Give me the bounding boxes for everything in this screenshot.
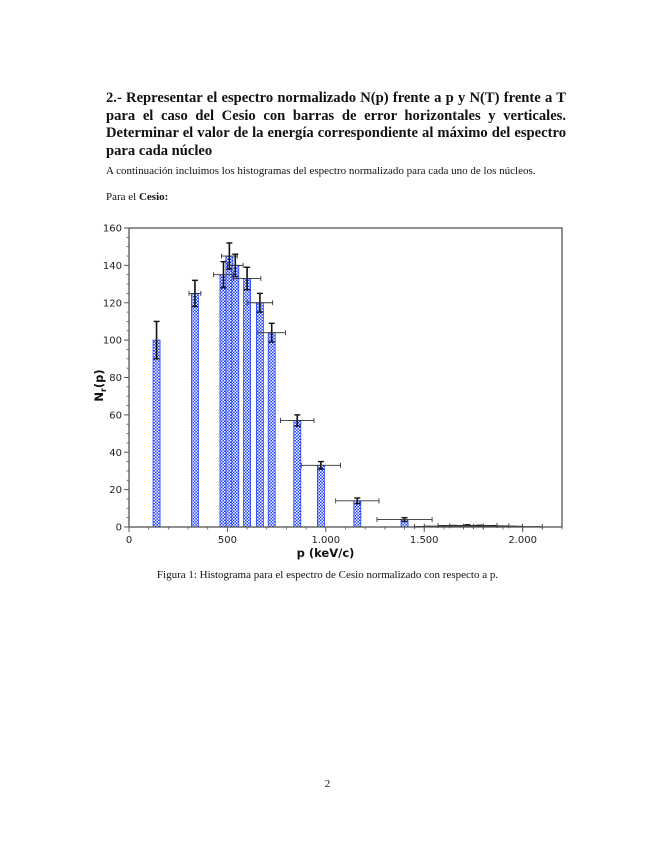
y-tick-label: 40 — [109, 447, 122, 459]
histogram-bar — [244, 278, 251, 527]
histogram-bar — [294, 420, 301, 527]
x-tick-label: 2.000 — [508, 535, 537, 546]
y-axis-label: $N_r(p)$ — [92, 369, 108, 402]
section-heading: 2.- Representar el espectro normalizado N(p) frente a p y N(T) frente a T para el caso del Cesio con barras de error horizontales y verticales. Determinar el valor de la energía correspondiente al máximo del espectro para cada núcleo — [106, 90, 566, 159]
histogram-bar — [256, 303, 263, 527]
figure-caption: Figura 1: Histograma para el espectro de Cesio normalizado con respecto a p. — [156, 569, 499, 581]
histogram-figure — [80, 215, 580, 560]
x-tick-label: 1.000 — [311, 535, 341, 546]
y-tick-label: 20 — [109, 485, 122, 497]
y-tick-label: 160 — [102, 223, 122, 235]
y-tick-label: 80 — [109, 373, 122, 384]
histogram-bar — [232, 265, 239, 527]
histogram-bar — [354, 501, 361, 527]
histogram-bar — [317, 465, 324, 527]
intro-paragraph: A continuación incluimos los histogramas del espectro normalizado para cada uno de los núcleos. — [106, 165, 536, 177]
subheading-prefix: Para el — [106, 191, 139, 203]
page-number: 2 — [324, 778, 331, 790]
histogram-bar — [191, 293, 198, 527]
y-tick-label: 0 — [115, 522, 122, 534]
y-tick-label: 100 — [102, 335, 122, 347]
subheading-cesio — [106, 190, 168, 204]
subheading-bold: Cesio: — [138, 191, 169, 203]
histogram-bar — [153, 340, 160, 527]
histogram-bars — [153, 256, 408, 527]
histogram-bar — [268, 333, 275, 527]
x-tick-label: 500 — [217, 535, 237, 546]
y-tick-label: 60 — [109, 410, 122, 422]
y-tick-label: 120 — [102, 298, 122, 310]
x-tick-label: 0 — [125, 535, 133, 546]
chart-axes — [92, 224, 562, 561]
histogram-chart — [80, 215, 580, 560]
x-tick-label: 1.500 — [409, 535, 439, 546]
x-axis-label: p (keV/c) — [296, 546, 355, 560]
y-tick-label: 140 — [102, 260, 122, 272]
error-bars — [154, 243, 543, 529]
